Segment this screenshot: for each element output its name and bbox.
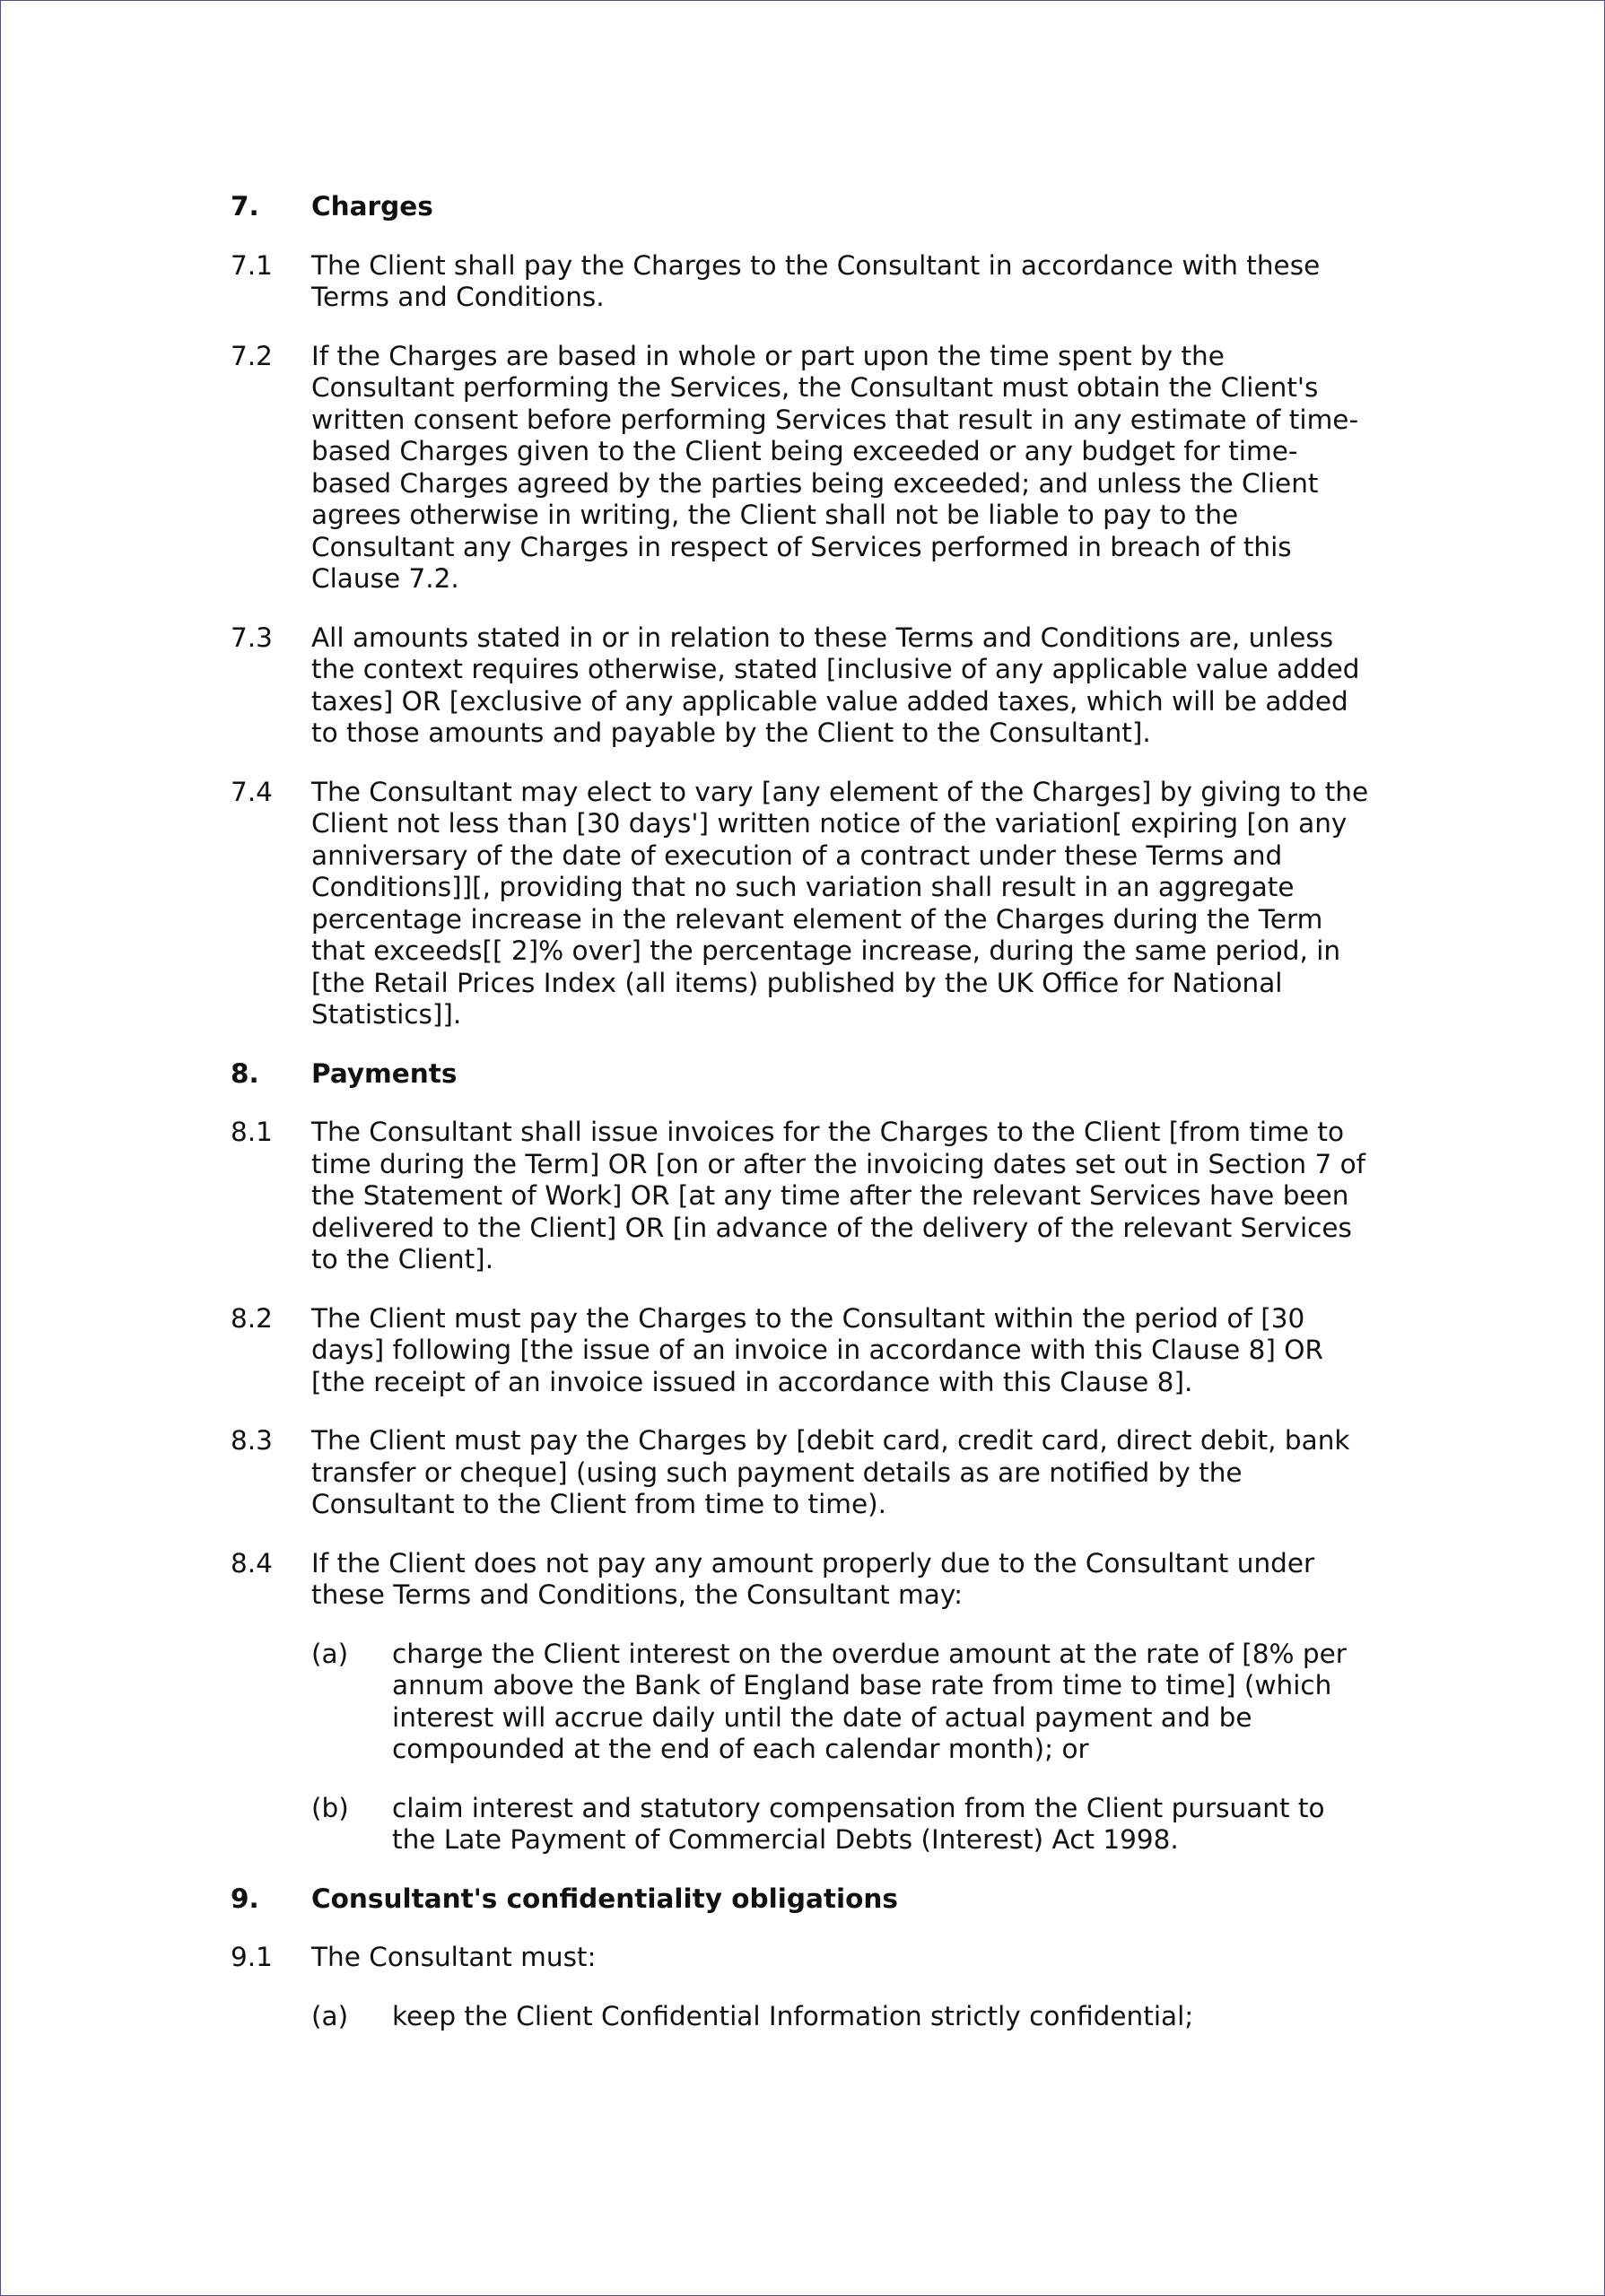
section-heading-payments xyxy=(231,1058,1374,1091)
clause-number: 7.3 xyxy=(231,622,273,653)
clause-text: The Consultant may elect to vary [any element of the Charges] by giving to the Client not less than [30 days'] written notice of the variation[ expiring [on any anniversary of the date of execution of a contract under these Terms and Conditions]][, providing that no such variation shall result in an aggregate percentage increase in the relevant element of the Charges during the Term that exceeds[[ 2]% over] the percentage increase, during the same period, in [the Retail Prices Index (all items) published by the UK Office for National Statistics]]. xyxy=(311,776,1369,1030)
clause-number: 8.1 xyxy=(231,1117,273,1147)
clause-text: If the Charges are based in whole or part upon the time spent by the Consultant performing the Services, the Consultant must obtain the Client's written consent before performing Services that result in any estimate of time-based Charges given to the Client being exceeded or any budget for time-based Charges agreed by the parties being exceeded; and unless the Client agrees otherwise in writing, the Client shall not be liable to pay to the Consultant any Charges in respect of Services performed in breach of this Clause 7.2. xyxy=(311,340,1359,594)
subclause-label: (a) xyxy=(311,2000,349,2031)
clause-number: 9.1 xyxy=(231,1942,273,1972)
clause-number: 7.2 xyxy=(231,340,273,371)
clause-7-2 xyxy=(231,341,1374,596)
clause-text: The Consultant shall issue invoices for the Charges to the Client [from time to time during the Term] OR [on or after the invoicing dates set out in Section 7 of the Statement of Work] OR [at any time after the relevant Services have been delivered to the Client] OR [in advance of the delivery of the relevant Services to the Client]. xyxy=(311,1117,1366,1274)
section-number: 7. xyxy=(231,191,259,222)
clause-7-3 xyxy=(231,622,1374,750)
subclause-text: keep the Client Confidential Information strictly confidential; xyxy=(392,2000,1194,2031)
section-title: Charges xyxy=(311,191,433,222)
clause-number: 7.1 xyxy=(231,249,273,281)
section-heading-charges xyxy=(231,191,1374,223)
section-number: 8. xyxy=(231,1057,259,1089)
clause-text: The Client must pay the Charges by [debit card, credit card, direct debit, bank transfer or cheque] (using such payment details as are notified by the Consultant to the Client from time to time). xyxy=(311,1425,1350,1519)
subclause-label: (a) xyxy=(311,1638,349,1669)
clause-8-4 xyxy=(231,1548,1374,1612)
clause-text: The Client must pay the Charges to the Consultant within the period of [30 days] following [the issue of an invoice in accordance with this Clause 8] OR [the receipt of an invoice issued in accordance with this Clause 8]. xyxy=(311,1302,1323,1397)
clause-number: 8.2 xyxy=(231,1302,273,1334)
clause-8-1 xyxy=(231,1117,1374,1276)
clause-number: 8.4 xyxy=(231,1547,273,1578)
section-heading-confidentiality xyxy=(231,1883,1374,1916)
clause-8-3 xyxy=(231,1425,1374,1521)
clause-8-2 xyxy=(231,1303,1374,1399)
clause-text: The Client shall pay the Charges to the Consultant in accordance with these Terms and Conditions. xyxy=(311,249,1321,312)
document-content xyxy=(231,191,1374,2059)
clause-7-4 xyxy=(231,777,1374,1031)
section-number: 9. xyxy=(231,1883,259,1914)
clause-number: 7.4 xyxy=(231,776,273,807)
section-title: Payments xyxy=(311,1057,458,1089)
clause-number: 8.3 xyxy=(231,1425,273,1456)
clause-7-1 xyxy=(231,250,1374,314)
clause-text: All amounts stated in or in relation to these Terms and Conditions are, unless the context requires otherwise, stated [inclusive of any applicable value added taxes] OR [exclusive of any applicable value added taxes, which will be added to those amounts and payable by the Client to the Consultant]. xyxy=(311,622,1360,748)
subclause-text: charge the Client interest on the overdue amount at the rate of [8% per annum above the Bank of England base rate from time to time] (which interest will accrue daily until the date of actual payment and be compounded at the end of each calendar month); or xyxy=(392,1638,1347,1764)
clause-text: The Consultant must: xyxy=(311,1942,597,1972)
subclause-8-4-b xyxy=(231,1793,1374,1857)
subclause-8-4-a xyxy=(231,1639,1374,1766)
subclause-9-1-a xyxy=(231,2001,1374,2033)
clause-9-1 xyxy=(231,1942,1374,1974)
subclause-text: claim interest and statutory compensation from the Client pursuant to the Late Payment of Commercial Debts (Interest) Act 1998. xyxy=(392,1792,1325,1855)
subclause-label: (b) xyxy=(311,1792,349,1823)
clause-text: If the Client does not pay any amount properly due to the Consultant under these Terms and Conditions, the Consultant may: xyxy=(311,1547,1315,1610)
section-title: Consultant's confidentiality obligations xyxy=(311,1883,898,1914)
